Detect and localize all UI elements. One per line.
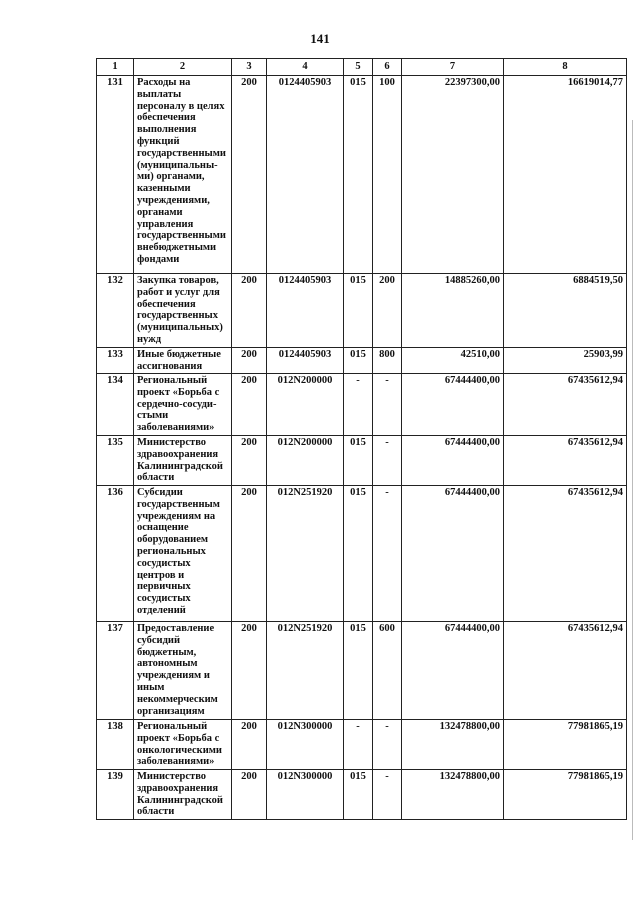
row-planned-amount: 67444400,00 xyxy=(402,374,504,436)
budget-table xyxy=(96,58,627,820)
row-col5: - xyxy=(344,374,373,436)
row-planned-amount: 22397300,00 xyxy=(402,76,504,274)
row-number: 135 xyxy=(97,436,134,486)
column-header: 7 xyxy=(402,59,504,76)
row-col4: 012N200000 xyxy=(267,374,344,436)
row-name: Региональный проект «Борьба с сердечно-сосуди-стыми заболеваниями» xyxy=(134,374,232,436)
table-row xyxy=(97,76,627,274)
row-executed-amount: 67435612,94 xyxy=(504,374,627,436)
row-number: 133 xyxy=(97,348,134,374)
row-col4: 0124405903 xyxy=(267,348,344,374)
row-col4: 012N200000 xyxy=(267,436,344,486)
row-col6: - xyxy=(373,486,402,622)
row-col6: 200 xyxy=(373,274,402,348)
row-number: 136 xyxy=(97,486,134,622)
row-col5: 015 xyxy=(344,770,373,820)
column-header: 4 xyxy=(267,59,344,76)
row-col5: 015 xyxy=(344,486,373,622)
row-col5: 015 xyxy=(344,274,373,348)
row-col3: 200 xyxy=(232,770,267,820)
row-name: Субсидии государственным учреждениям на оснащение оборудованием региональных сосудистых центров и первичных сосудистых отделений xyxy=(134,486,232,622)
row-executed-amount: 77981865,19 xyxy=(504,720,627,770)
table-row xyxy=(97,486,627,622)
row-col6: 100 xyxy=(373,76,402,274)
table-row xyxy=(97,436,627,486)
page-number: 141 xyxy=(310,31,330,46)
row-col6: - xyxy=(373,720,402,770)
row-col4: 012N251920 xyxy=(267,622,344,720)
column-header: 8 xyxy=(504,59,627,76)
row-col5: 015 xyxy=(344,76,373,274)
row-col4: 012N300000 xyxy=(267,770,344,820)
row-col6: - xyxy=(373,374,402,436)
row-executed-amount: 6884519,50 xyxy=(504,274,627,348)
row-number: 137 xyxy=(97,622,134,720)
row-col4: 012N300000 xyxy=(267,720,344,770)
table-row xyxy=(97,274,627,348)
row-executed-amount: 67435612,94 xyxy=(504,622,627,720)
row-col5: - xyxy=(344,720,373,770)
row-planned-amount: 42510,00 xyxy=(402,348,504,374)
table-row xyxy=(97,348,627,374)
row-col3: 200 xyxy=(232,486,267,622)
row-col5: 015 xyxy=(344,436,373,486)
scan-artifact-line xyxy=(632,120,633,840)
row-planned-amount: 132478800,00 xyxy=(402,720,504,770)
row-number: 132 xyxy=(97,274,134,348)
column-header: 2 xyxy=(134,59,232,76)
row-executed-amount: 77981865,19 xyxy=(504,770,627,820)
row-name: Региональный проект «Борьба с онкологическими заболеваниями» xyxy=(134,720,232,770)
row-number: 134 xyxy=(97,374,134,436)
row-planned-amount: 14885260,00 xyxy=(402,274,504,348)
row-planned-amount: 67444400,00 xyxy=(402,486,504,622)
row-planned-amount: 67444400,00 xyxy=(402,436,504,486)
row-number: 138 xyxy=(97,720,134,770)
row-name: Предоставление субсидий бюджетным, автономным учреждениям и иным некоммерческим организациям xyxy=(134,622,232,720)
row-col6: 600 xyxy=(373,622,402,720)
row-col5: 015 xyxy=(344,348,373,374)
row-number: 131 xyxy=(97,76,134,274)
row-col3: 200 xyxy=(232,720,267,770)
row-planned-amount: 132478800,00 xyxy=(402,770,504,820)
row-name: Министерство здравоохранения Калининградской области xyxy=(134,436,232,486)
row-col4: 0124405903 xyxy=(267,274,344,348)
row-name: Министерство здравоохранения Калининградской области xyxy=(134,770,232,820)
row-col3: 200 xyxy=(232,436,267,486)
row-name: Иные бюджетные ассигнования xyxy=(134,348,232,374)
column-header: 1 xyxy=(97,59,134,76)
row-name: Закупка товаров, работ и услуг для обеспечения государственных (муниципальных) нужд xyxy=(134,274,232,348)
row-executed-amount: 16619014,77 xyxy=(504,76,627,274)
row-executed-amount: 67435612,94 xyxy=(504,486,627,622)
row-col3: 200 xyxy=(232,374,267,436)
row-col3: 200 xyxy=(232,348,267,374)
column-header: 5 xyxy=(344,59,373,76)
row-col3: 200 xyxy=(232,274,267,348)
table-row xyxy=(97,770,627,820)
row-name: Расходы на выплаты персоналу в целях обеспечения выполнения функций государственными (муниципальны-ми) органами, казенными учреждениями, органами управления государственными внебюджетными фондами xyxy=(134,76,232,274)
header-row xyxy=(97,59,627,76)
row-executed-amount: 25903,99 xyxy=(504,348,627,374)
column-header: 6 xyxy=(373,59,402,76)
row-col5: 015 xyxy=(344,622,373,720)
row-col6: - xyxy=(373,770,402,820)
row-number: 139 xyxy=(97,770,134,820)
table-row xyxy=(97,374,627,436)
row-col4: 012N251920 xyxy=(267,486,344,622)
table-row xyxy=(97,622,627,720)
row-col3: 200 xyxy=(232,76,267,274)
row-col4: 0124405903 xyxy=(267,76,344,274)
row-col6: 800 xyxy=(373,348,402,374)
row-executed-amount: 67435612,94 xyxy=(504,436,627,486)
row-col3: 200 xyxy=(232,622,267,720)
row-col6: - xyxy=(373,436,402,486)
column-header: 3 xyxy=(232,59,267,76)
table-row xyxy=(97,720,627,770)
row-planned-amount: 67444400,00 xyxy=(402,622,504,720)
